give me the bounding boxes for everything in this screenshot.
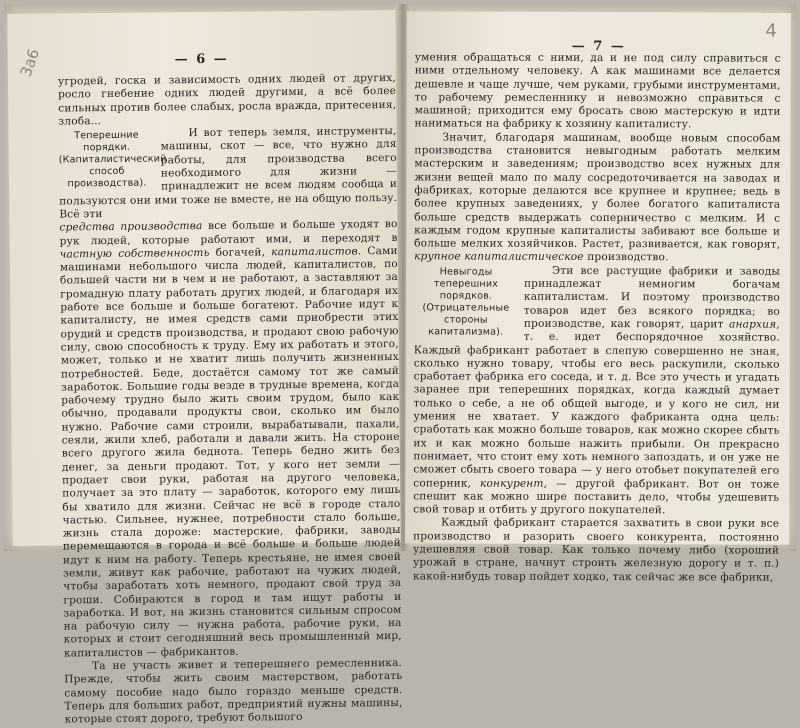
text-block-with-sidenote (58, 125, 397, 222)
italic-term: частную собственность (59, 246, 210, 261)
right-page-text (413, 51, 781, 584)
pencil-mark-left: 3a6 (16, 46, 44, 80)
paragraph: угродей, госка и зависимость одних людей от других, росло гнебение одних людей другими, а всё более сильных против более слабых, росла вражда, притесения, злоба... (57, 71, 397, 128)
paragraph: Та не участь живет и теперешнего ремесленника. Прежде, чтобы жить своим мастерством, работать самому пособие надо было гораздо меньше средств. Теперь для больших работ, предприятий нужны машины, которые стоят дорого, требуют большого (64, 657, 403, 726)
italic-term: капиталистов. (271, 245, 362, 259)
paragraph: умения обращаться с ними, да и не под силу справиться с ними отдельному человеку. А как машинами все делается дешевле и чаще лучше, чем руками, грубыми инструментами, то рабочему ремесленнику и невозможно справиться с машиной; приходится ему бросать свою мастерскую и идти наниматься на фабрику к хозяину капиталисту. (414, 51, 781, 131)
right-page (405, 11, 791, 584)
pencil-mark-right: 4 (765, 20, 777, 42)
left-page (7, 10, 403, 726)
paragraph: средства производства все больше и больше уходят во рук людей, которые работают ими, и переходят в частную собственность богачей, капиталистов. Сами машинами небольшого числа людей, капиталистов, по большей части ни в чем и не работают, а заставляют за громадную плату работать других людей, и благодаря их работе все больше и больше богатеют. Рабочие идут к капиталисту, не имея средств сами приобрести этих орудий и средств производства, и продают свою рабочую силу, свою способность к труду. Ему их работать и этого, может, только и не хватит лишь получить жизненных потребностей. Беде, достаётся самому тот же самый заработок. Большие годы везде в трудные времена, когда рабочему трудно было жить своим трудом, было как обычно, продавали продукты свои, сколько им было нужно. Рабочие сами строили, вырабатывали, пахали, сеяли, жили хлеб, работали и давали жить. На стороне всего другого жила беднота. Теперь бедно жить без денег, за деньги продают. Тот, у кого нет земли — продает свои руки, работая на другого человека, получает за это плату — заработок, которого ему лишь бы хватило для жизни. Сейчас не всё в городе стало частью. Сильнее, нужнее, потребности стало больше, жизнь стала дороже: мастерские, фабрики, заводы перемещаются в города и всё больше и больше людей идут к ним на работу. Теперь крестьяне, не имея своей земли, живут как рабочие, работают на чужих людей, чтобы заработать хоть немного, продают свой труд за гроши. Собираются в город и там ищут работы и заработка. И вот, на жизнь становится сильным спросом на рабочую силу — нужна работа, рабочие руки, на которых и стоит сегодняшний весь промышленный мир, капиталистов — фабрикантов. (59, 218, 402, 660)
left-page-text (58, 72, 403, 727)
margin-note: Теперешние порядки. (Капиталистический способ производства). (58, 129, 167, 190)
margin-note: Невыгоды теперешних порядков. (Отрицательные стороны капитализма). (422, 266, 510, 338)
paragraph: И вот теперь земля, инструменты, машины, скот — все, что нужно для работы, для производства всего необходимого для жизни — принадлежит не всем людям сообща и пользуются они ими тоже не вместе, не на общую пользу. Всё эти (59, 125, 398, 221)
paragraph: Эти все растущие фабрики и заводы принадлежат немногим богачам капиталистам. И поэтому производство товаров идет без всякого порядка; во производстве, как говорят, царит анархия, т. е. идет беспорядочное хозяйство. Каждый фабрикант работает в слепую совершенно не зная, сколько нужно товару, чтобы его весь раскупили, сколько сработает фабрика его соседа, и т. д. Все это учесть и угадать заранее при теперешних порядках, когда каждый думает только о себе, а не об общей выгоде, и у кого не сил, ни умения не хватает. У каждого фабриканта одна цель: сработать как можно больше товаров, как можно скорее сбыть их и как можно больше нажить прибыли. Он прекрасно понимает, что стоит ему хоть немного запоздать, и он уже не сможет сбыть своего товара — у него отобьет покупателей его соперник, конкурент, — другой фабрикант. Вот он тоже спешит как можно шире поставить дело, чтобы удешевить свой товар и отбить у другого покупателей. (413, 264, 781, 517)
italic-term: конкурент, (480, 477, 548, 490)
page-number-left: — 6 — (174, 51, 229, 68)
page-number-right: — 7 — (571, 38, 626, 55)
italic-term: средства производства (59, 220, 203, 234)
italic-term: крупное капиталистическое (414, 250, 584, 264)
paragraph: Значит, благодаря машинам, вообще новым способам производства становится невыгодным работать мелким мастерским и заведениям; производство всех нужных для жизни вещей мало по малу сосредоточивается на заводах и фабриках, которые делаются все крупнее и крупнее; ведь в более крупных заведениях, у более богатого капиталиста больше средств выдержать соперничество с мелким. И с каждым годом крупные капиталисты забивают все больше и больше мелких хозяйчиков. Растет, развивается, как говорят, крупное капиталистическое производство. (414, 131, 781, 264)
italic-term: анархия (729, 318, 777, 331)
book-spread (4, 4, 796, 726)
text-block-with-sidenote (413, 264, 780, 518)
paragraph: Каждый фабрикант старается захватить в свои руки все производство и разорить своего конкурента, постоянно удешевляя свой товар. Как только почему либо (хороший урожай в стране, начнут строить железную дорогу и т. п.) какой-нибудь товар пойдет ходко, так сейчас же все фабрики, (412, 516, 780, 584)
